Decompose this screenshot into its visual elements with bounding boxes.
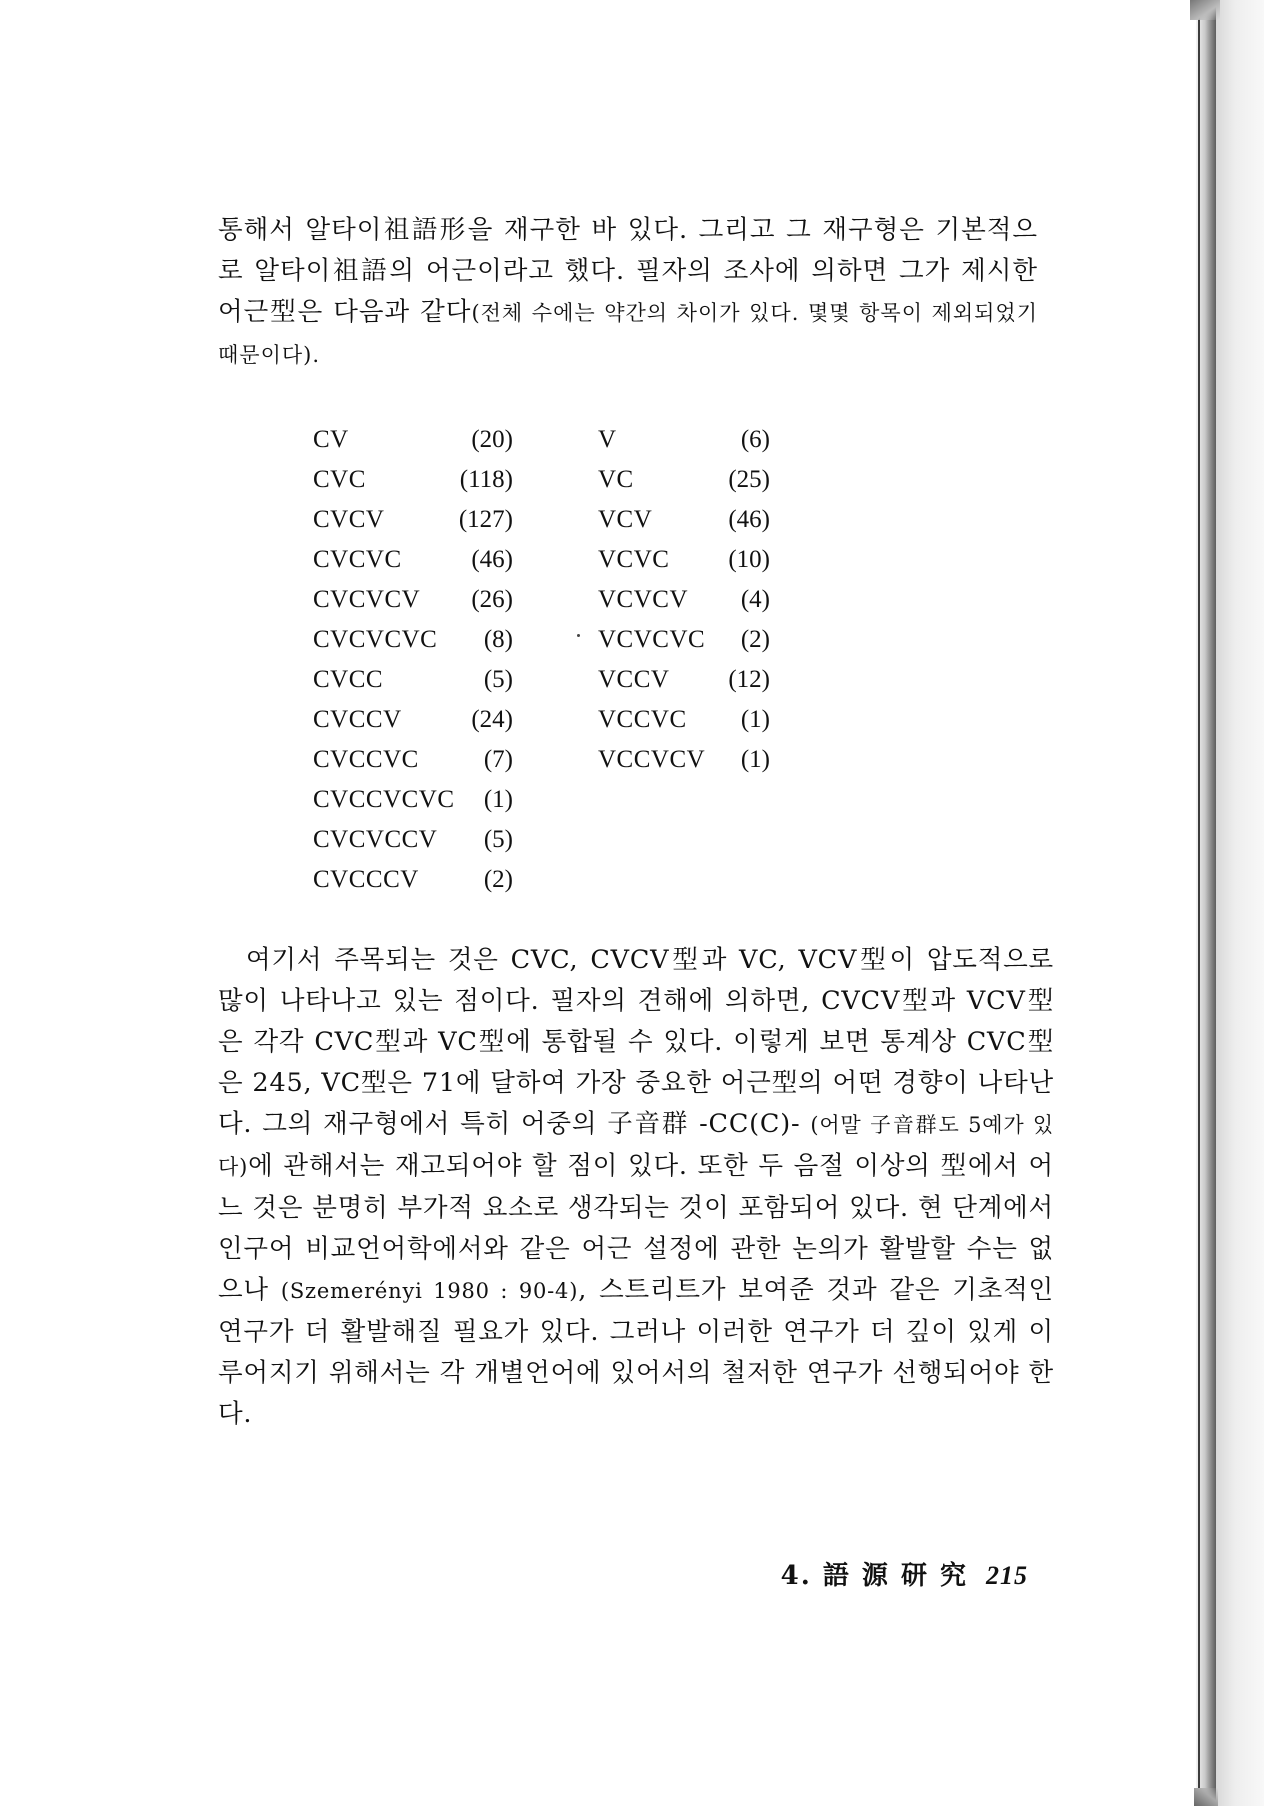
- pattern-count: (118): [459, 466, 513, 493]
- book-edge-margin: [1216, 0, 1264, 1806]
- pattern-label: CVCC: [313, 666, 384, 693]
- pattern-row: [313, 740, 513, 780]
- print-speck: [577, 634, 580, 637]
- pattern-count: (24): [471, 706, 513, 733]
- pattern-row: [313, 460, 513, 500]
- pattern-row: [313, 620, 513, 660]
- pattern-count: (25): [728, 466, 770, 493]
- paragraph-intro: [218, 210, 1038, 376]
- pattern-row: [313, 420, 513, 460]
- page-number: 215: [986, 1561, 1028, 1590]
- pattern-count: (5): [483, 666, 513, 693]
- pattern-row: [313, 860, 513, 900]
- book-corner-top: [1190, 0, 1220, 20]
- pattern-count: (7): [483, 746, 513, 773]
- pattern-label: VCCVC: [598, 706, 687, 733]
- pattern-row: [598, 620, 770, 660]
- pattern-count: (5): [483, 826, 513, 853]
- pattern-label: CVCVCCV: [313, 826, 438, 853]
- pattern-count: (6): [740, 426, 770, 453]
- pattern-row: [313, 660, 513, 700]
- pattern-label: VCVCV: [598, 586, 689, 613]
- pattern-label: CVCVCVC: [313, 626, 438, 653]
- citation: (Szemerényi 1980 : 90-4): [280, 1279, 579, 1303]
- paragraph-analysis-part3: , 스트리트가 보여준 것과 같은 기초적인 연구가 더 활발해질 필요가 있다. 그러나 이러한 연구가 더 깊이 있게 이루어지기 위해서는 각 개별언어에 있어서의 철저한 연구가 선행되어야 한다.: [218, 1275, 1054, 1429]
- pattern-count: (4): [740, 586, 770, 613]
- paragraph-intro-note: (전체 수에는 약간의 차이가 있다. 몇몇 항목이 제외되었기 때문이다).: [218, 301, 1039, 367]
- pattern-label: CVCCV: [313, 706, 402, 733]
- pattern-count: (10): [728, 546, 770, 573]
- paragraph-intro-text: 통해서 알타이祖語形을 재구한 바 있다. 그리고 그 재구형은 기본적으로 알타이祖語의 어근이라고 했다. 필자의 조사에 의하면 그가 제시한 어근型은 다음과 같다: [218, 215, 1038, 327]
- pattern-count: (20): [471, 426, 513, 453]
- pattern-label: VC: [598, 466, 634, 493]
- pattern-count: (2): [483, 866, 513, 893]
- pattern-label: VCCVCV: [598, 746, 706, 773]
- pattern-row: [598, 460, 770, 500]
- pattern-count: (26): [471, 586, 513, 613]
- paragraph-analysis-part2: 에 관해서는 재고되어야 할 점이 있다. 또한 두 음절 이상의 型에서 어느 것은 분명히 부가적 요소로 생각되는 것이 포함되어 있다. 현 단계에서 인구어 비교언어학에서와 같은 어근 설정에 관한 논의가 활발할 수는 없으나: [218, 1151, 1054, 1305]
- paragraph-analysis-part1: 여기서 주목되는 것은 CVC, CVCV型과 VC, VCV型이 압도적으로 많이 나타나고 있는 점이다. 필자의 견해에 의하면, CVCV型과 VCV型은 각각 CVC型과 VC型에 통합될 수 있다. 이렇게 보면 통계상 CVC型은 245, VC型은 71에 달하여 가장 중요한 어근型의 어떤 경향이 나타난다. 그의 재구형에서 특히 어중의 子音群 -CC(C)-: [218, 945, 1054, 1139]
- paragraph-analysis-note: (어말 子音群도 5예가 있다): [218, 1113, 1054, 1179]
- pattern-row: [598, 700, 770, 740]
- pattern-label: CVCVCV: [313, 586, 421, 613]
- pattern-count: (12): [728, 666, 770, 693]
- pattern-label: VCV: [598, 506, 653, 533]
- pattern-label: CVC: [313, 466, 366, 493]
- pattern-row: [598, 660, 770, 700]
- pattern-label: CVCCVC: [313, 746, 419, 773]
- pattern-row: [313, 700, 513, 740]
- pattern-row: [598, 580, 770, 620]
- pattern-label: VCVCVC: [598, 626, 706, 653]
- pattern-label: CVCVC: [313, 546, 402, 573]
- pattern-count: (46): [471, 546, 513, 573]
- pattern-label: VCCV: [598, 666, 670, 693]
- pattern-row: [313, 820, 513, 860]
- page-edge-line: [1198, 0, 1200, 1806]
- pattern-label: CV: [313, 426, 349, 453]
- paragraph-analysis: [218, 940, 1054, 1435]
- pattern-count: (1): [483, 786, 513, 813]
- pattern-row: [598, 500, 770, 540]
- pattern-row: [313, 780, 513, 820]
- section-title: 4. 語 源 研 究: [780, 1561, 968, 1591]
- pattern-count: (1): [740, 706, 770, 733]
- pattern-row: [313, 580, 513, 620]
- root-pattern-list-v: [598, 420, 770, 780]
- pattern-count: (127): [458, 506, 513, 533]
- book-corner-bottom: [1194, 1788, 1218, 1806]
- pattern-label: CVCCCV: [313, 866, 419, 893]
- pattern-label: VCVC: [598, 546, 670, 573]
- pattern-count: (8): [483, 626, 513, 653]
- pattern-count: (2): [740, 626, 770, 653]
- running-footer: [781, 1555, 1028, 1592]
- pattern-label: CVCV: [313, 506, 385, 533]
- pattern-row: [598, 420, 770, 460]
- pattern-count: (1): [740, 746, 770, 773]
- pattern-row: [598, 740, 770, 780]
- root-pattern-list-cv: [313, 420, 513, 900]
- pattern-label: V: [598, 426, 617, 453]
- pattern-row: [313, 500, 513, 540]
- pattern-row: [598, 540, 770, 580]
- pattern-count: (46): [728, 506, 770, 533]
- pattern-row: [313, 540, 513, 580]
- pattern-label: CVCCVCVC: [313, 786, 455, 813]
